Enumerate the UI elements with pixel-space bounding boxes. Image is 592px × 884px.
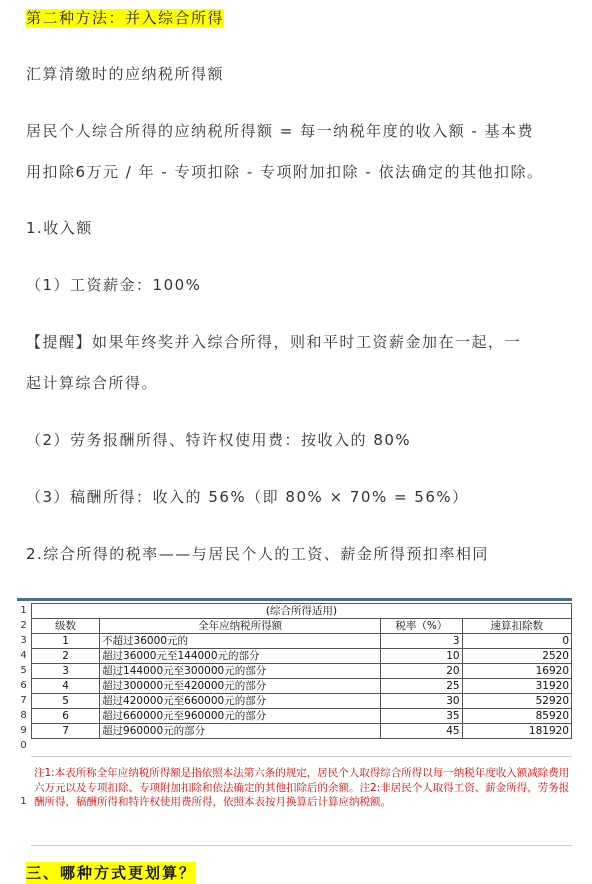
row-number: 0 bbox=[20, 740, 27, 751]
cell-income: 超过420000元至660000元的部分 bbox=[100, 694, 381, 709]
cell-income: 超过144000元至300000元的部分 bbox=[100, 664, 381, 679]
row-number: 5 bbox=[20, 665, 27, 676]
cell-level: 4 bbox=[32, 679, 100, 694]
table-row bbox=[32, 694, 572, 709]
cell-income: 超过36000元至144000元的部分 bbox=[100, 649, 381, 664]
item-labor: （2）劳务报酬所得、特许权使用费：按收入的 80% bbox=[26, 431, 412, 449]
header-level: 级数 bbox=[32, 619, 100, 634]
row-number: 7 bbox=[20, 695, 27, 706]
table-row bbox=[32, 664, 572, 679]
table-notes: 注1:本表所称全年应纳税所得额是指依照本法第六条的规定，居民个人取得综合所得以每一纳税年度收入额减除费用六万元以及专项扣除、专项附加扣除和依法确定的其他扣除后的余额。注2:非居民个人取得工资、薪金所得，劳务报酬所得，稿酬所得和特许权使用费所得，依照本表按月换算后计算应纳税额。 bbox=[34, 767, 570, 808]
cell-rate: 35 bbox=[381, 709, 462, 724]
row-number: 8 bbox=[20, 710, 27, 721]
header-rate: 税率（%） bbox=[381, 619, 462, 634]
tax-rate-table bbox=[31, 603, 572, 739]
item-salary: （1）工资薪金：100% bbox=[26, 276, 202, 294]
reminder-line-1: 【提醒】如果年终奖并入综合所得，则和平时工资薪金加在一起，一 bbox=[26, 333, 522, 351]
row-number: 6 bbox=[20, 680, 27, 691]
cell-income: 超过660000元至960000元的部分 bbox=[100, 709, 381, 724]
cell-level: 3 bbox=[32, 664, 100, 679]
cell-rate: 45 bbox=[381, 724, 462, 739]
cell-deduction: 181920 bbox=[462, 724, 571, 739]
section-heading: 第二种方法：并入综合所得 bbox=[26, 9, 225, 27]
cell-deduction: 52920 bbox=[462, 694, 571, 709]
cell-rate: 30 bbox=[381, 694, 462, 709]
cell-income: 超过960000元的部分 bbox=[100, 724, 381, 739]
cell-level: 6 bbox=[32, 709, 100, 724]
formula-line-2: 用扣除6万元 / 年 - 专项扣除 - 专项附加扣除 - 依法确定的其他扣除。 bbox=[26, 163, 544, 181]
cell-level: 5 bbox=[32, 694, 100, 709]
table-row bbox=[32, 649, 572, 664]
table-row bbox=[32, 709, 572, 724]
row-number: 2 bbox=[20, 620, 27, 631]
table-title: (综合所得适用) bbox=[32, 604, 572, 619]
cell-rate: 25 bbox=[381, 679, 462, 694]
sheet-gridline bbox=[31, 756, 572, 757]
row-number: 3 bbox=[20, 635, 27, 646]
cell-rate: 3 bbox=[381, 634, 462, 649]
cell-level: 2 bbox=[32, 649, 100, 664]
row-number: 4 bbox=[20, 650, 27, 661]
table-row bbox=[32, 634, 572, 649]
subheading: 汇算清缴时的应纳税所得额 bbox=[26, 65, 225, 83]
cell-deduction: 0 bbox=[462, 634, 571, 649]
next-section-heading: 三、哪种方式更划算？ bbox=[26, 864, 197, 882]
item-royalty: （3）稿酬所得：收入的 56%（即 80% × 70% = 56%） bbox=[26, 488, 469, 506]
sheet-top-border bbox=[17, 598, 572, 601]
cell-income: 超过300000元至420000元的部分 bbox=[100, 679, 381, 694]
header-income: 全年应纳税所得额 bbox=[100, 619, 381, 634]
cell-deduction: 16920 bbox=[462, 664, 571, 679]
table-row bbox=[32, 724, 572, 739]
cell-level: 1 bbox=[32, 634, 100, 649]
cell-deduction: 2520 bbox=[462, 649, 571, 664]
cell-deduction: 85920 bbox=[462, 709, 571, 724]
table-row bbox=[32, 679, 572, 694]
row-number: 9 bbox=[20, 725, 27, 736]
item-income: 1.收入额 bbox=[26, 219, 93, 237]
tax-rate-sheet bbox=[17, 598, 572, 846]
cell-rate: 10 bbox=[381, 649, 462, 664]
header-deduction: 速算扣除数 bbox=[462, 619, 571, 634]
item-tax-rate: 2.综合所得的税率——与居民个人的工资、薪金所得预扣率相同 bbox=[26, 545, 489, 563]
formula-line-1: 居民个人综合所得的应纳税所得额 = 每一纳税年度的收入额 - 基本费 bbox=[26, 122, 535, 140]
cell-rate: 20 bbox=[381, 664, 462, 679]
cell-level: 7 bbox=[32, 724, 100, 739]
reminder-line-2: 起计算综合所得。 bbox=[26, 374, 159, 392]
cell-income: 不超过36000元的 bbox=[100, 634, 381, 649]
sheet-gridline bbox=[31, 845, 572, 846]
row-number: 1 bbox=[20, 796, 27, 807]
row-number: 1 bbox=[20, 605, 27, 616]
cell-deduction: 31920 bbox=[462, 679, 571, 694]
